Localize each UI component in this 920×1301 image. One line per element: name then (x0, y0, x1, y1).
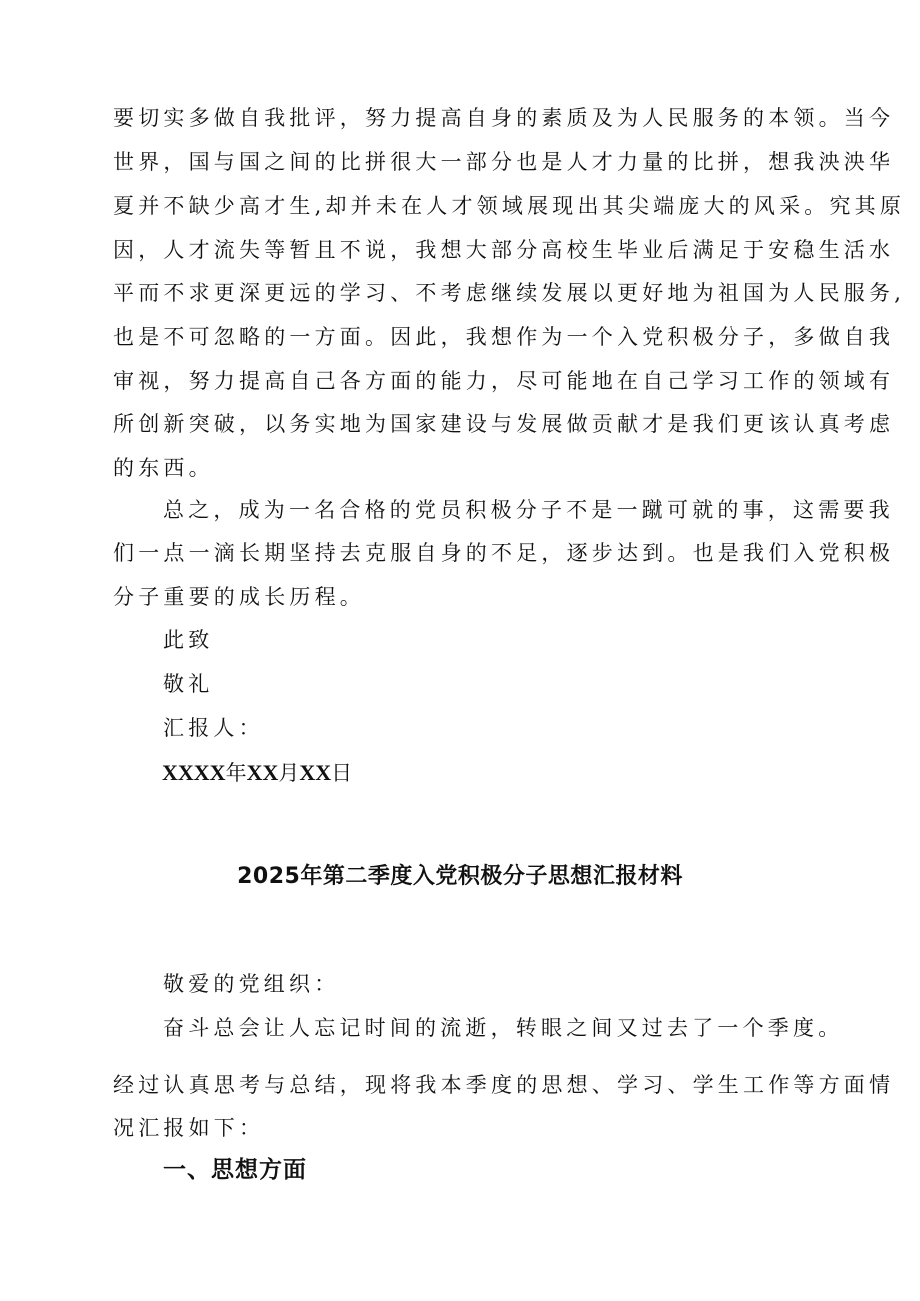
greeting: 敬爱的党组织： (163, 972, 340, 996)
intro-line: 奋斗总会让人忘记时间的流逝，转眼之间又过去了一个季度。 (163, 1016, 844, 1040)
document-title: 2025年第二季度入党积极分子思想汇报材料 (237, 864, 683, 889)
text-line: 总之，成为一名合格的党员积极分子不是一蹴可就的事，这需要我 (163, 498, 894, 522)
salutation-cizhi: 此致 (163, 628, 214, 652)
date-month: XX (246, 760, 279, 785)
text-line: 夏并不缺少高才生,却并未在人才领域展现出其尖端庞大的风采。究其原 (113, 194, 906, 218)
date-year: XXXX (162, 760, 226, 785)
text-line: 们一点一滴长期坚持去克服自身的不足，逐步达到。也是我们入党积极 (113, 541, 895, 565)
salutation-jingli: 敬礼 (163, 672, 214, 696)
text-line: 也是不可忽略的一方面。因此，我想作为一个入党积极分子，多做自我 (113, 325, 895, 349)
date-month-unit: 月 (278, 761, 300, 785)
text-line: 的东西。 (113, 456, 214, 480)
report-date (162, 762, 352, 784)
date-day-unit: 日 (331, 761, 353, 785)
date-year-unit: 年 (225, 761, 247, 785)
text-line: 平而不求更深更远的学习、不考虑继续发展以更好地为祖国为人民服务, (113, 281, 906, 305)
text-line: 分子重要的成长历程。 (113, 585, 365, 609)
text-line: 因，人才流失等暂且不说，我想大部分高校生毕业后满足于安稳生活水 (113, 238, 895, 262)
date-day: XX (299, 760, 332, 785)
text-line: 世界，国与国之间的比拼很大一部分也是人才力量的比拼，想我泱泱华 (113, 150, 895, 174)
text-line: 要切实多做自我批评，努力提高自身的素质及为人民服务的本领。当今 (113, 106, 895, 130)
text-line: 审视，努力提高自己各方面的能力，尽可能地在自己学习工作的领域有 (113, 369, 895, 393)
text-line: 况汇报如下： (113, 1116, 265, 1140)
text-line: 经过认真思考与总结，现将我本季度的思想、学习、学生工作等方面情 (113, 1073, 895, 1097)
section-heading: 一、思想方面 (163, 1157, 307, 1183)
reporter-label: 汇报人： (163, 716, 264, 740)
text-line: 所创新突破，以务实地为国家建设与发展做贡献才是我们更该认真考虑 (113, 412, 895, 436)
